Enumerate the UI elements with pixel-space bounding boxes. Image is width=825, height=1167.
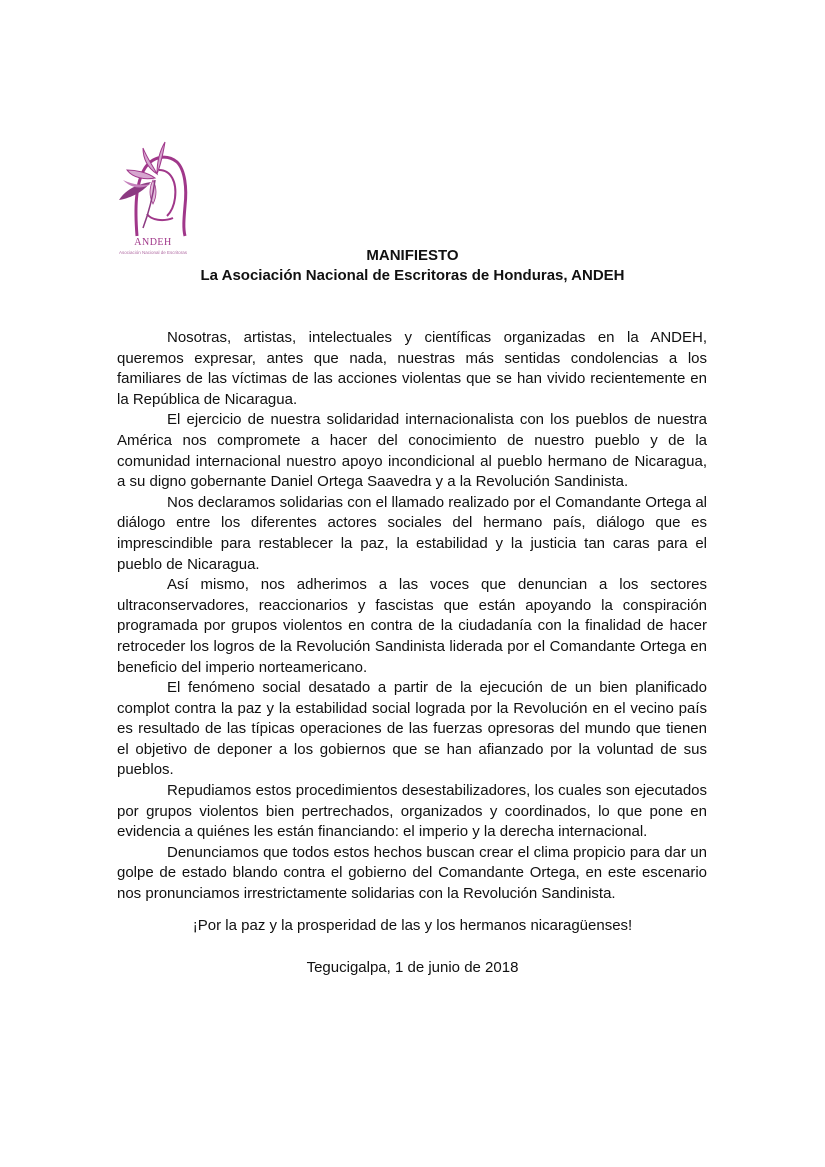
woman-flower-emblem-icon [113,140,193,238]
andeh-logo [113,140,193,262]
logo-subtext: Asociación Nacional de Escritoras [118,250,188,255]
closing-line: ¡Por la paz y la prosperidad de las y los hermanos nicaragüenses! [192,917,633,934]
document-title: MANIFIESTO [366,247,459,264]
paragraph: El fenómeno social desatado a partir de la ejecución de un bien planificado complot contra la paz y la estabilidad social lograda por la Revolución en el vecino país es resultado de las típicas operaciones de las fuerzas opresoras del mundo que tienen el objetivo de deponer a los gobiernos que se han afianzado por la voluntad de sus pueblos. [117,679,707,779]
paragraph: Nosotras, artistas, intelectuales y científicas organizadas en la ANDEH, queremos expresar, antes que nada, nuestras más sentidas condolencias a los familiares de las víctimas de las acciones violentas que se han vivido recientemente en la República de Nicaragua. [117,329,707,408]
document-subtitle: La Asociación Nacional de Escritoras de Honduras, ANDEH [200,267,625,284]
place-date: Tegucigalpa, 1 de junio de 2018 [306,959,519,976]
paragraph: Repudiamos estos procedimientos desestabilizadores, los cuales son ejecutados por grupos violentos bien pertrechados, organizados y coordinados, lo que pone en evidencia a quiénes les están financiando: el imperio y la derecha internacional. [117,782,707,841]
paragraph: El ejercicio de nuestra solidaridad internacionalista con los pueblos de nuestra América nos compromete a hacer del conocimiento de nuestro pueblo y de la comunidad internacional nuestro apoyo incondicional al pueblo hermano de Nicaragua, a su digno gobernante Daniel Ortega Saavedra y a la Revolución Sandinista. [117,411,707,491]
logo-text: ANDEH [134,237,172,248]
paragraph: Nos declaramos solidarias con el llamado realizado por el Comandante Ortega al diálogo entre los diferentes actores sociales del hermano país, diálogo que es imprescindible para restablecer la paz, la estabilidad y la justicia tan caras para el pueblo de Nicaragua. [117,493,707,573]
manifesto-body [117,328,707,905]
paragraph: Así mismo, nos adherimos a las voces que denuncian a los sectores ultraconservadores, reaccionarios y fascistas que están apoyando la conspiración programada por grupos violentos en contra de la ciudadanía con la finalidad de hacer retroceder los logros de la Revolución Sandinista liderada por el Comandante Ortega en beneficio del imperio norteamericano. [117,576,707,676]
paragraph: Denunciamos que todos estos hechos buscan crear el clima propicio para dar un golpe de estado blando contra el gobierno del Comandante Ortega, en este escenario nos pronunciamos irrestrictamente solidarias con la Revolución Sandinista. [117,843,707,903]
